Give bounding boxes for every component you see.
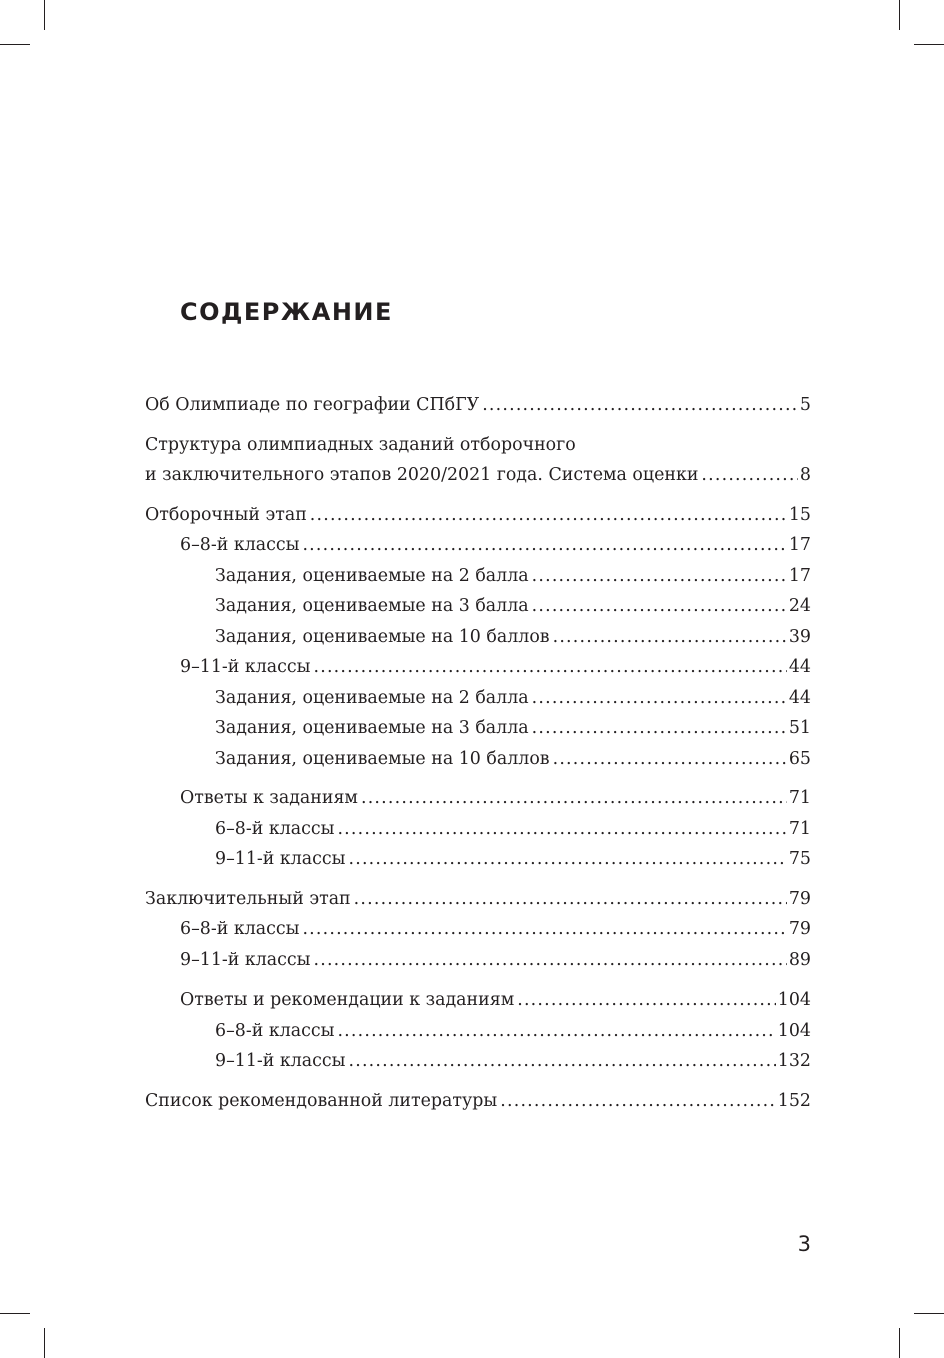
toc-entry[interactable]: [145, 744, 811, 775]
toc-entry-label-line: и заключительного этапов 2020/2021 года. Система оценки: [145, 465, 699, 485]
crop-mark: [914, 44, 944, 45]
toc-leader: [361, 783, 787, 814]
toc-entry-page: 75: [788, 849, 811, 869]
crop-mark: [44, 0, 45, 30]
toc-entry[interactable]: [145, 430, 811, 491]
toc-leader: [310, 500, 787, 531]
crop-mark: [914, 1313, 944, 1314]
toc-entry[interactable]: [145, 1016, 811, 1047]
toc-entry[interactable]: [145, 683, 811, 714]
toc-entry-page: 39: [788, 626, 811, 647]
toc-entry[interactable]: [145, 561, 811, 592]
toc-entry-label: Об Олимпиаде по географии СПбГУ: [145, 395, 480, 415]
toc-leader: [553, 744, 787, 775]
toc-entry[interactable]: [145, 530, 811, 561]
toc-entry-label: 6–8-й классы: [180, 535, 300, 555]
toc-entry[interactable]: [145, 844, 811, 875]
toc-entry-label: Список рекомендованной литературы: [145, 1090, 498, 1111]
toc-entry-page: 8: [799, 465, 811, 485]
crop-mark: [44, 1328, 45, 1358]
toc-entry-label-line: Структура олимпиадных заданий отборочного: [145, 434, 576, 455]
table-of-contents: [145, 390, 811, 1116]
toc-entry-label: [145, 430, 698, 491]
toc-entry-page: 89: [788, 949, 811, 970]
page-number: 3: [797, 1232, 811, 1256]
toc-entry-label: 9–11-й классы: [215, 849, 346, 869]
toc-entry[interactable]: [145, 914, 811, 945]
toc-entry-page: 71: [788, 788, 811, 808]
toc-leader: [532, 713, 787, 744]
toc-entry-page: 15: [788, 504, 811, 525]
toc-leader: [302, 530, 786, 561]
toc-entry-label: Ответы к заданиям: [180, 788, 358, 808]
toc-leader: [349, 1046, 776, 1077]
toc-leader: [517, 985, 776, 1016]
crop-mark: [899, 1328, 900, 1358]
toc-leader: [500, 1086, 776, 1117]
toc-leader: [314, 945, 787, 976]
crop-mark: [899, 0, 900, 30]
toc-entry[interactable]: [145, 1086, 811, 1117]
toc-entry-label: Задания, оцениваемые на 3 балла: [215, 596, 529, 616]
toc-leader: [337, 1016, 775, 1047]
toc-leader: [302, 914, 786, 945]
toc-entry-page: 44: [788, 657, 811, 677]
toc-entry[interactable]: [145, 622, 811, 653]
toc-entry-label: Задания, оцениваемые на 10 баллов: [215, 748, 550, 769]
toc-entry[interactable]: [145, 591, 811, 622]
toc-leader: [482, 390, 798, 421]
toc-entry[interactable]: [145, 713, 811, 744]
toc-entry[interactable]: [145, 945, 811, 976]
toc-entry[interactable]: [145, 884, 811, 915]
toc-entry[interactable]: [145, 1046, 811, 1077]
toc-entry-page: 44: [788, 687, 811, 708]
toc-entry-page: 17: [788, 535, 811, 555]
toc-entry-label: 6–8-й классы: [215, 818, 335, 839]
toc-entry-page: 24: [788, 596, 811, 616]
toc-entry-label: Отборочный этап: [145, 504, 307, 525]
toc-entry-label: 6–8-й классы: [180, 919, 300, 939]
toc-leader: [349, 844, 787, 875]
toc-entry-page: 71: [788, 818, 811, 839]
toc-leader: [553, 622, 787, 653]
toc-entry-label: 6–8-й классы: [215, 1020, 335, 1041]
toc-leader: [354, 884, 787, 915]
toc-leader: [532, 591, 787, 622]
page-title: СОДЕРЖАНИЕ: [180, 298, 393, 326]
toc-entry-page: 51: [788, 718, 811, 738]
toc-entry-label: Ответы и рекомендации к заданиям: [180, 990, 515, 1010]
toc-entry-label: Задания, оцениваемые на 3 балла: [215, 718, 529, 738]
toc-entry[interactable]: [145, 390, 811, 421]
toc-entry[interactable]: [145, 652, 811, 683]
toc-entry[interactable]: [145, 814, 811, 845]
toc-entry-page: 104: [777, 1020, 811, 1041]
toc-entry-label: Заключительный этап: [145, 888, 351, 909]
toc-entry[interactable]: [145, 500, 811, 531]
toc-entry-label: Задания, оцениваемые на 10 баллов: [215, 626, 550, 647]
toc-entry-label: 9–11-й классы: [180, 657, 311, 677]
toc-entry-label: Задания, оцениваемые на 2 балла: [215, 565, 529, 586]
toc-leader: [337, 814, 786, 845]
toc-entry-label: 9–11-й классы: [180, 949, 311, 970]
toc-leader: [314, 652, 787, 683]
toc-entry-page: 65: [788, 748, 811, 769]
crop-mark: [0, 44, 30, 45]
crop-mark: [0, 1313, 30, 1314]
toc-entry-label: 9–11-й классы: [215, 1051, 346, 1071]
toc-entry-page: 5: [799, 395, 811, 415]
toc-entry-page: 132: [777, 1051, 811, 1071]
toc-leader: [532, 561, 787, 592]
toc-entry-page: 104: [777, 990, 811, 1010]
toc-entry[interactable]: [145, 783, 811, 814]
toc-leader: [532, 683, 787, 714]
toc-entry[interactable]: [145, 985, 811, 1016]
toc-leader: [701, 460, 798, 491]
toc-entry-page: 79: [788, 919, 811, 939]
toc-entry-page: 17: [788, 565, 811, 586]
toc-entry-page: 152: [777, 1090, 811, 1111]
toc-entry-page: 79: [788, 888, 811, 909]
toc-entry-label: Задания, оцениваемые на 2 балла: [215, 687, 529, 708]
